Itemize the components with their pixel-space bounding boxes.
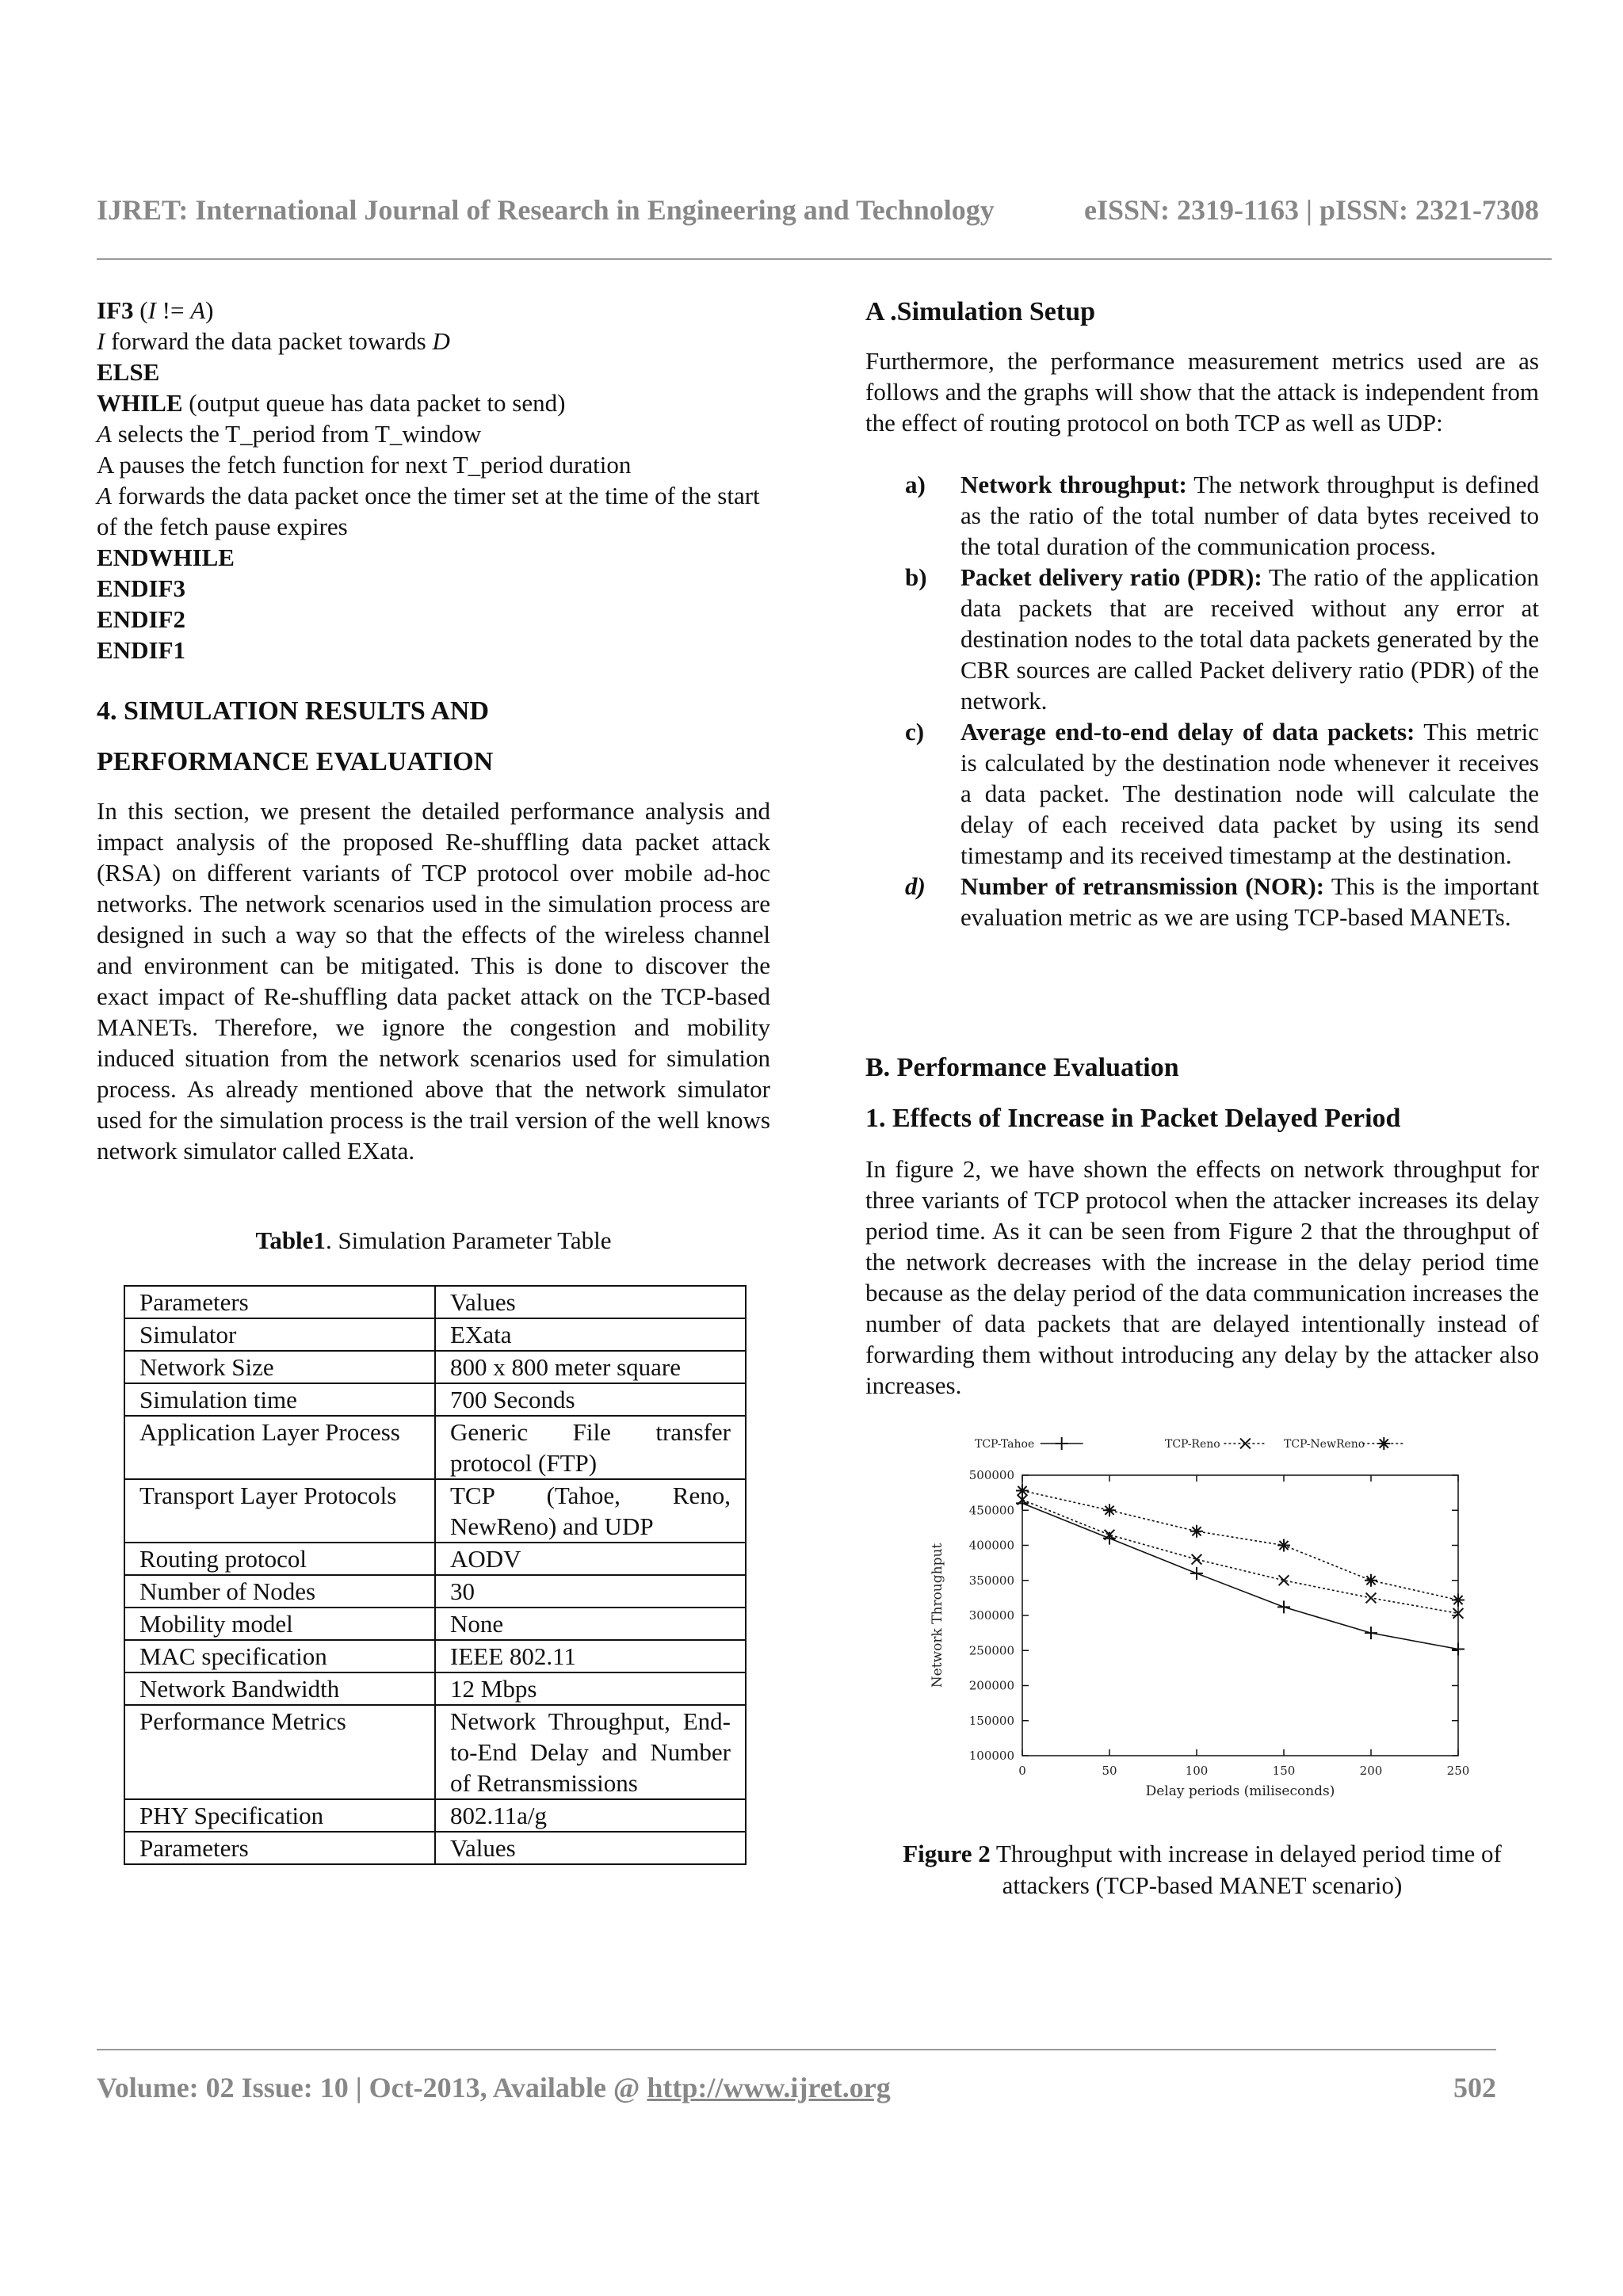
parameter-cell: Application Layer Process (124, 1416, 435, 1479)
legend-marker (1377, 1437, 1390, 1450)
data-point-tcp-tahoe (1277, 1600, 1290, 1613)
plot-frame (1022, 1475, 1458, 1756)
header-rule (97, 258, 1552, 260)
code-line: I forward the data packet towards D (97, 327, 450, 355)
metrics-list (865, 469, 1539, 933)
journal-link[interactable]: http://www.ijret.org (647, 2072, 891, 2103)
running-header (97, 193, 1539, 227)
table-row (124, 1799, 746, 1832)
code-line: WHILE (output queue has data packet to send) (97, 389, 566, 417)
value-cell: 12 Mbps (435, 1672, 746, 1705)
value-cell: 802.11a/g (435, 1799, 746, 1832)
section-a-heading: A .Simulation Setup (865, 297, 1096, 326)
code-line: ENDIF2 (97, 605, 185, 633)
list-item: b) Packet delivery ratio (PDR): The ratio of the application data packets that are received without any error at destination nodes to the total data packets generated by the CBR sources are called Packet delivery ratio (PDR) of the network. (905, 563, 1539, 715)
y-axis-label: Network Throughput (930, 1543, 945, 1688)
data-point-tcp-tahoe (1190, 1567, 1203, 1580)
table-row (124, 1318, 746, 1351)
value-cell: Values (435, 1286, 746, 1318)
table-row (124, 1832, 746, 1864)
section-4-heading-line1: 4. SIMULATION RESULTS AND (97, 696, 490, 726)
code-line: ENDWHILE (97, 543, 235, 571)
y-tick-label: 100000 (968, 1749, 1014, 1763)
series-line-tcp-tahoe (1022, 1503, 1458, 1649)
x-tick-label: 150 (1272, 1764, 1296, 1778)
x-tick-label: 50 (1102, 1764, 1117, 1778)
table-row (124, 1286, 746, 1318)
table-caption: Table1. Simulation Parameter Table (255, 1226, 612, 1254)
parameter-cell: Parameters (124, 1286, 435, 1318)
data-point-tcp-newreno (1103, 1504, 1116, 1516)
legend-label: TCP-Tahoe (975, 1438, 1035, 1451)
parameter-cell: Mobility model (124, 1608, 435, 1640)
series-line-tcp-newreno (1022, 1490, 1458, 1600)
value-cell: AODV (435, 1543, 746, 1575)
table-row (124, 1351, 746, 1383)
value-cell: Values (435, 1832, 746, 1864)
y-tick-label: 200000 (968, 1678, 1014, 1693)
footer-rule (97, 2049, 1496, 2050)
table-row (124, 1705, 746, 1799)
y-tick-label: 300000 (968, 1608, 1014, 1623)
data-point-tcp-reno (1192, 1554, 1202, 1565)
table-row (124, 1640, 746, 1672)
value-cell: 30 (435, 1575, 746, 1608)
data-point-tcp-newreno (1452, 1594, 1465, 1607)
y-tick-label: 350000 (968, 1573, 1014, 1588)
parameter-cell: Network Bandwidth (124, 1672, 435, 1705)
table-row (124, 1416, 746, 1479)
parameter-cell: Transport Layer Protocols (124, 1479, 435, 1543)
data-point-tcp-newreno (1016, 1484, 1029, 1497)
code-line: ENDIF3 (97, 574, 185, 602)
running-footer (97, 2071, 1496, 2104)
pseudocode-block (97, 295, 770, 666)
value-cell: 700 Seconds (435, 1383, 746, 1416)
value-cell: TCP (Tahoe, Reno, NewReno) and UDP (435, 1479, 746, 1543)
issn: eISSN: 2319-1163 | pISSN: 2321-7308 (1084, 194, 1539, 226)
table-row (124, 1543, 746, 1575)
parameter-cell: Routing protocol (124, 1543, 435, 1575)
value-cell: 800 x 800 meter square (435, 1351, 746, 1383)
code-line: A selects the T_period from T_window (97, 420, 482, 448)
code-line: IF3 (I != A) (97, 296, 214, 324)
x-tick-label: 0 (1018, 1764, 1026, 1778)
parameter-cell: MAC specification (124, 1640, 435, 1672)
table-row (124, 1575, 746, 1608)
parameter-cell: Parameters (124, 1832, 435, 1864)
figure-caption: Figure 2 Throughput with increase in delayed period time of attackers (TCP-based MANET scenario) (903, 1840, 1502, 1899)
value-cell: Generic File transfer protocol (FTP) (435, 1416, 746, 1479)
section-b1-heading: 1. Effects of Increase in Packet Delayed Period (865, 1104, 1401, 1133)
code-line: ELSE (97, 358, 160, 386)
code-line: A forwards the data packet once the timer set at the time of the start of the fetch pause expires (97, 482, 760, 540)
y-tick-label: 500000 (968, 1468, 1014, 1482)
x-axis-label: Delay periods (miliseconds) (1145, 1783, 1335, 1799)
list-item: d) Number of retransmission (NOR): This is the important evaluation metric as we are using TCP-based MANETs. (905, 872, 1540, 931)
code-line: A pauses the fetch function for next T_period duration (97, 451, 632, 479)
y-tick-label: 150000 (968, 1713, 1014, 1728)
throughput-chart (919, 1426, 1490, 1806)
y-tick-label: 250000 (968, 1643, 1014, 1658)
data-point-tcp-tahoe (1452, 1642, 1465, 1655)
value-cell: IEEE 802.11 (435, 1640, 746, 1672)
table-row (124, 1479, 746, 1543)
section-4-body: In this section, we present the detailed performance analysis and impact analysis of the proposed Re-shuffling data packet attack (RSA) on different variants of TCP protocol over mobile ad-hoc networks. The network scenarios used in the simulation process are designed in such a way so that the effects of the wireless channel and environment can be mitigated. This is done to discover the exact impact of Re-shuffling data packet attack on the TCP-based MANETs. Therefore, we ignore the congestion and mobility induced situation from the network scenarios used for simulation process. As already mentioned above that the network simulator used for the simulation process is the trail version of the well knows network simulator called EXata. (97, 797, 770, 1165)
section-b1-body: In figure 2, we have shown the effects on network throughput for three variants of TCP protocol when the attacker increases its delay period time. As it can be seen from Figure 2 that the throughput of the network decreases with the increase in the delay period time because as the delay period of the data communication increases the number of data packets that are delayed intentionally instead of forwarding them without introducing any delay by the attacker also increases. (865, 1155, 1539, 1399)
table-row (124, 1672, 746, 1705)
data-point-tcp-reno (1279, 1575, 1289, 1585)
volume-info: Volume: 02 Issue: 10 | Oct-2013, Available @ (97, 2072, 647, 2103)
series-line-tcp-reno (1022, 1500, 1458, 1613)
y-tick-label: 450000 (968, 1503, 1014, 1518)
legend-label: TCP-Reno (1165, 1438, 1220, 1451)
page-number: 502 (1453, 2072, 1496, 2103)
x-tick-label: 100 (1185, 1764, 1209, 1778)
parameter-cell: Network Size (124, 1351, 435, 1383)
section-a-intro: Furthermore, the performance measurement metrics used are as follows and the graphs will show that the attack is independent from the effect of routing protocol on both TCP as well as UDP: (865, 347, 1539, 437)
list-item: a) Network throughput: The network throughput is defined as the ratio of the total number of data bytes received to the total duration of the communication process. (905, 471, 1539, 560)
data-point-tcp-tahoe (1365, 1627, 1377, 1639)
code-line: ENDIF1 (97, 636, 185, 664)
parameter-cell: Performance Metrics (124, 1705, 435, 1799)
x-tick-label: 200 (1359, 1764, 1383, 1778)
legend-label: TCP-NewReno (1284, 1438, 1365, 1451)
list-item: c) Average end-to-end delay of data packets: This metric is calculated by the destination node whenever it receives a data packet. The destination node will calculate the delay of each received data packet by using its send timestamp and its received timestamp at the destination. (905, 718, 1540, 869)
simulation-parameter-table (124, 1285, 747, 1865)
journal-title: IJRET: International Journal of Research in Engineering and Technology (97, 194, 995, 226)
value-cell: None (435, 1608, 746, 1640)
legend-marker (1056, 1437, 1068, 1450)
data-point-tcp-newreno (1365, 1574, 1377, 1587)
y-tick-label: 400000 (968, 1538, 1014, 1553)
section-b-heading: B. Performance Evaluation (865, 1053, 1179, 1082)
table-row (124, 1383, 746, 1416)
x-tick-label: 250 (1446, 1764, 1470, 1778)
parameter-cell: Simulator (124, 1318, 435, 1351)
parameter-cell: PHY Specification (124, 1799, 435, 1832)
value-cell: Network Throughput, End-to-End Delay and Number of Retransmissions (435, 1705, 746, 1799)
parameter-cell: Number of Nodes (124, 1575, 435, 1608)
value-cell: EXata (435, 1318, 746, 1351)
data-point-tcp-newreno (1190, 1525, 1203, 1538)
data-point-tcp-newreno (1277, 1539, 1290, 1552)
table-row (124, 1608, 746, 1640)
section-4-heading-line2: PERFORMANCE EVALUATION (97, 747, 494, 776)
parameter-cell: Simulation time (124, 1383, 435, 1416)
